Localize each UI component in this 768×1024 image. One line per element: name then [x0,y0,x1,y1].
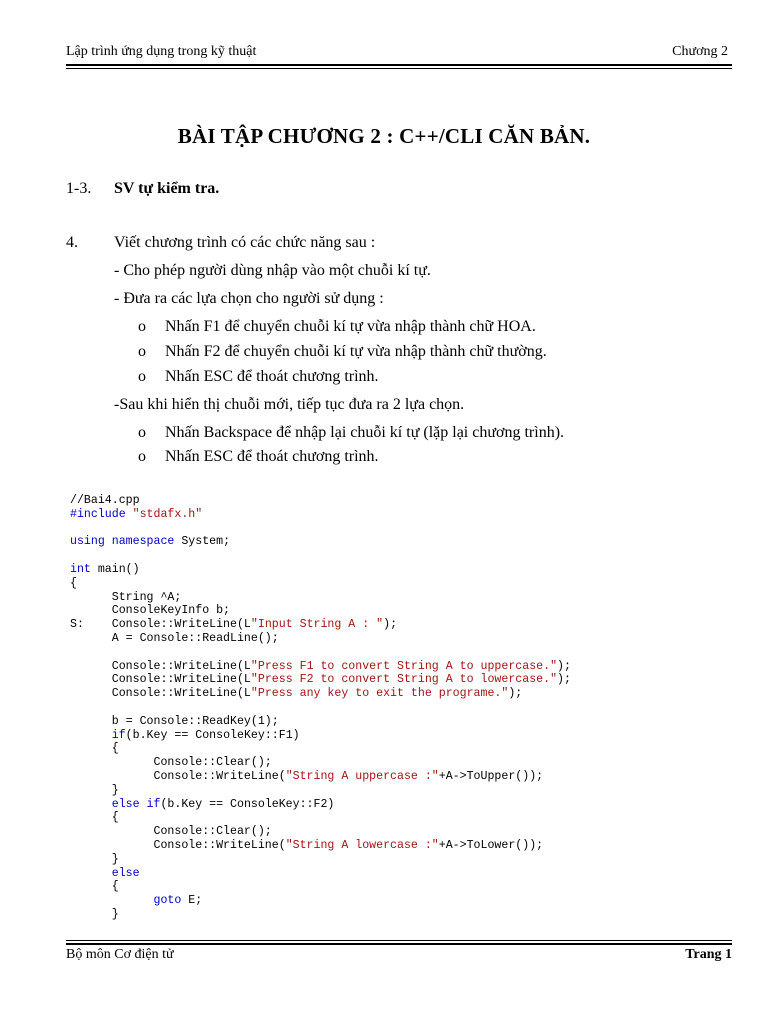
option-item [138,318,536,336]
requirement-line: - Đưa ra các lựa chọn cho người sử dụng : [114,290,384,307]
page-header [66,44,728,60]
option-text: Nhấn ESC để thoát chương trình. [165,448,379,465]
option-text: Nhấn Backspace để nhập lại chuỗi kí tự (lặp lại chương trình). [165,424,565,441]
code-line: Console::Clear(); [70,825,272,839]
code-line: { [70,742,119,756]
code-line: int main() [70,562,140,576]
option-item [138,424,564,442]
exercise-number: 1-3. [66,180,92,197]
code-line: { [70,576,77,590]
code-line: using namespace System; [70,535,231,549]
exercise-text: Viết chương trình có các chức năng sau : [114,234,376,251]
code-line: A = Console::ReadLine(); [70,631,279,645]
exercise-4 [66,234,375,252]
code-line: } [70,907,119,921]
header-chapter: Chương 2 [672,44,728,59]
code-line: Console::WriteLine(L"Press F2 to convert String A to lowercase."); [70,673,571,687]
code-line: b = Console::ReadKey(1); [70,714,279,728]
code-line: String ^A; [70,590,182,604]
code-line: { [70,811,119,825]
code-line: } [70,852,119,866]
code-line: //Bai4.cpp [70,494,140,507]
exercise-1-3 [66,180,219,198]
code-line [70,522,571,536]
header-rule [66,64,732,69]
code-line: Console::WriteLine("String A uppercase :"+A->ToUpper()); [70,769,544,783]
code-line: { [70,880,119,894]
code-listing [70,494,571,922]
exercise-text: SV tự kiểm tra. [114,180,220,197]
code-line: Console::WriteLine(L"Press F1 to convert String A to uppercase."); [70,659,571,673]
code-line: #include "stdafx.h" [70,507,203,521]
code-line: Console::WriteLine(L"Press any key to exit the programe."); [70,687,523,701]
footer-rule [66,940,732,945]
requirement-line: -Sau khi hiển thị chuỗi mới, tiếp tục đưa ra 2 lựa chọn. [114,396,465,413]
code-line [70,701,571,715]
code-line: S: Console::WriteLine(L"Input String A : "); [70,618,398,632]
code-line [70,646,571,660]
header-course-title: Lập trình ứng dụng trong kỹ thuật [66,44,257,59]
option-item [138,343,547,361]
code-line: ConsoleKeyInfo b; [70,604,231,618]
exercise-number: 4. [66,234,78,251]
bullet-icon: o [138,424,146,441]
requirement-line: - Cho phép người dùng nhập vào một chuỗi kí tự. [114,262,431,279]
bullet-icon: o [138,368,146,385]
page-footer [66,947,732,963]
option-text: Nhấn F1 để chuyển chuỗi kí tự vừa nhập thành chữ HOA. [165,318,536,335]
code-line: else if(b.Key == ConsoleKey::F2) [111,797,335,811]
code-line: Console::WriteLine("String A lowercase :"+A->ToLower()); [70,838,544,852]
option-item [138,448,379,466]
bullet-icon: o [138,318,146,335]
code-line: if(b.Key == ConsoleKey::F1) [111,728,300,742]
option-item [138,368,379,386]
code-line: else [111,866,140,880]
page-number: Trang 1 [685,947,732,962]
footer-department: Bộ môn Cơ điện tử [66,947,174,962]
page-title: BÀI TẬP CHƯƠNG 2 : C++/CLI CĂN BẢN. [177,124,591,148]
code-line: Console::Clear(); [70,756,272,770]
option-text: Nhấn ESC để thoát chương trình. [165,368,379,385]
bullet-icon: o [138,343,146,360]
code-line [70,549,571,563]
bullet-icon: o [138,448,146,465]
code-line: goto E; [153,894,203,908]
code-line: } [70,783,119,797]
option-text: Nhấn F2 để chuyển chuỗi kí tự vừa nhập thành chữ thường. [165,343,547,360]
